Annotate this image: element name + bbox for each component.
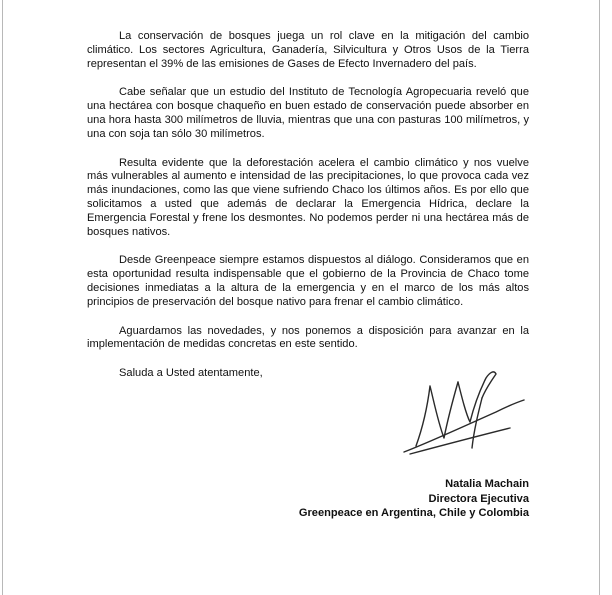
signer-title: Directora Ejecutiva [428,492,529,505]
signature-block [290,477,529,521]
signature-stroke [472,398,482,448]
paragraph-study: Cabe señalar que un estudio del Instituto de Tecnología Agropecuaria reveló que una hectárea con bosque chaqueño en buen estado de conservación puede absorber en una hora hasta 300 milímetros de lluvia, mientras que una con pasturas 100 milímetros, y una con soja tan sólo 30 milímetros. [87,86,529,140]
signer-name: Natalia Machain [445,478,529,490]
page-right-edge [599,0,600,595]
paragraph-deforestation: Resulta evidente que la deforestación acelera el cambio climático y nos vuelve más vulnerables al aumento e intensidad de las precipitaciones, lo que provoca cada vez más inundaciones, como las que viene sufriendo Chaco los últimos años. Es por ello que solicitamos a usted que además de declarar la Emergencia Hídrica, declare la Emergencia Forestal y frene los desmontes. No podemos perder ni una hectárea más de bosques nativos. [87,156,529,238]
page-left-edge [2,0,3,595]
signature-stroke [410,428,510,454]
handwritten-signature [400,362,528,458]
paragraph-dialogue: Desde Greenpeace siempre estamos dispuestos al diálogo. Consideramos que en esta oportunidad resulta indispensable que el gobierno de la Provincia de Chaco tome decisiones inmediatas a la altura de la emergencia y en el marco de los más altos principios de preservación del bosque nativo para frenar el cambio climático. [87,254,529,308]
signer-organization: Greenpeace en Argentina, Chile y Colombia [298,507,529,519]
paragraph-followup: Aguardamos las novedades, y nos ponemos a disposición para avanzar en la implementación de medidas concretas en este sentido. [87,324,529,351]
closing-line: Saluda a Usted atentamente, [119,367,263,380]
letter-body [87,30,529,396]
paragraph-conservation: La conservación de bosques juega un rol clave en la mitigación del cambio climático. Los sectores Agricultura, Ganadería, Silvicultura y Otros Usos de la Tierra representan el 39% de las emisiones de Gases de Efecto Invernadero del país. [87,30,529,70]
signature-stroke [416,382,458,446]
